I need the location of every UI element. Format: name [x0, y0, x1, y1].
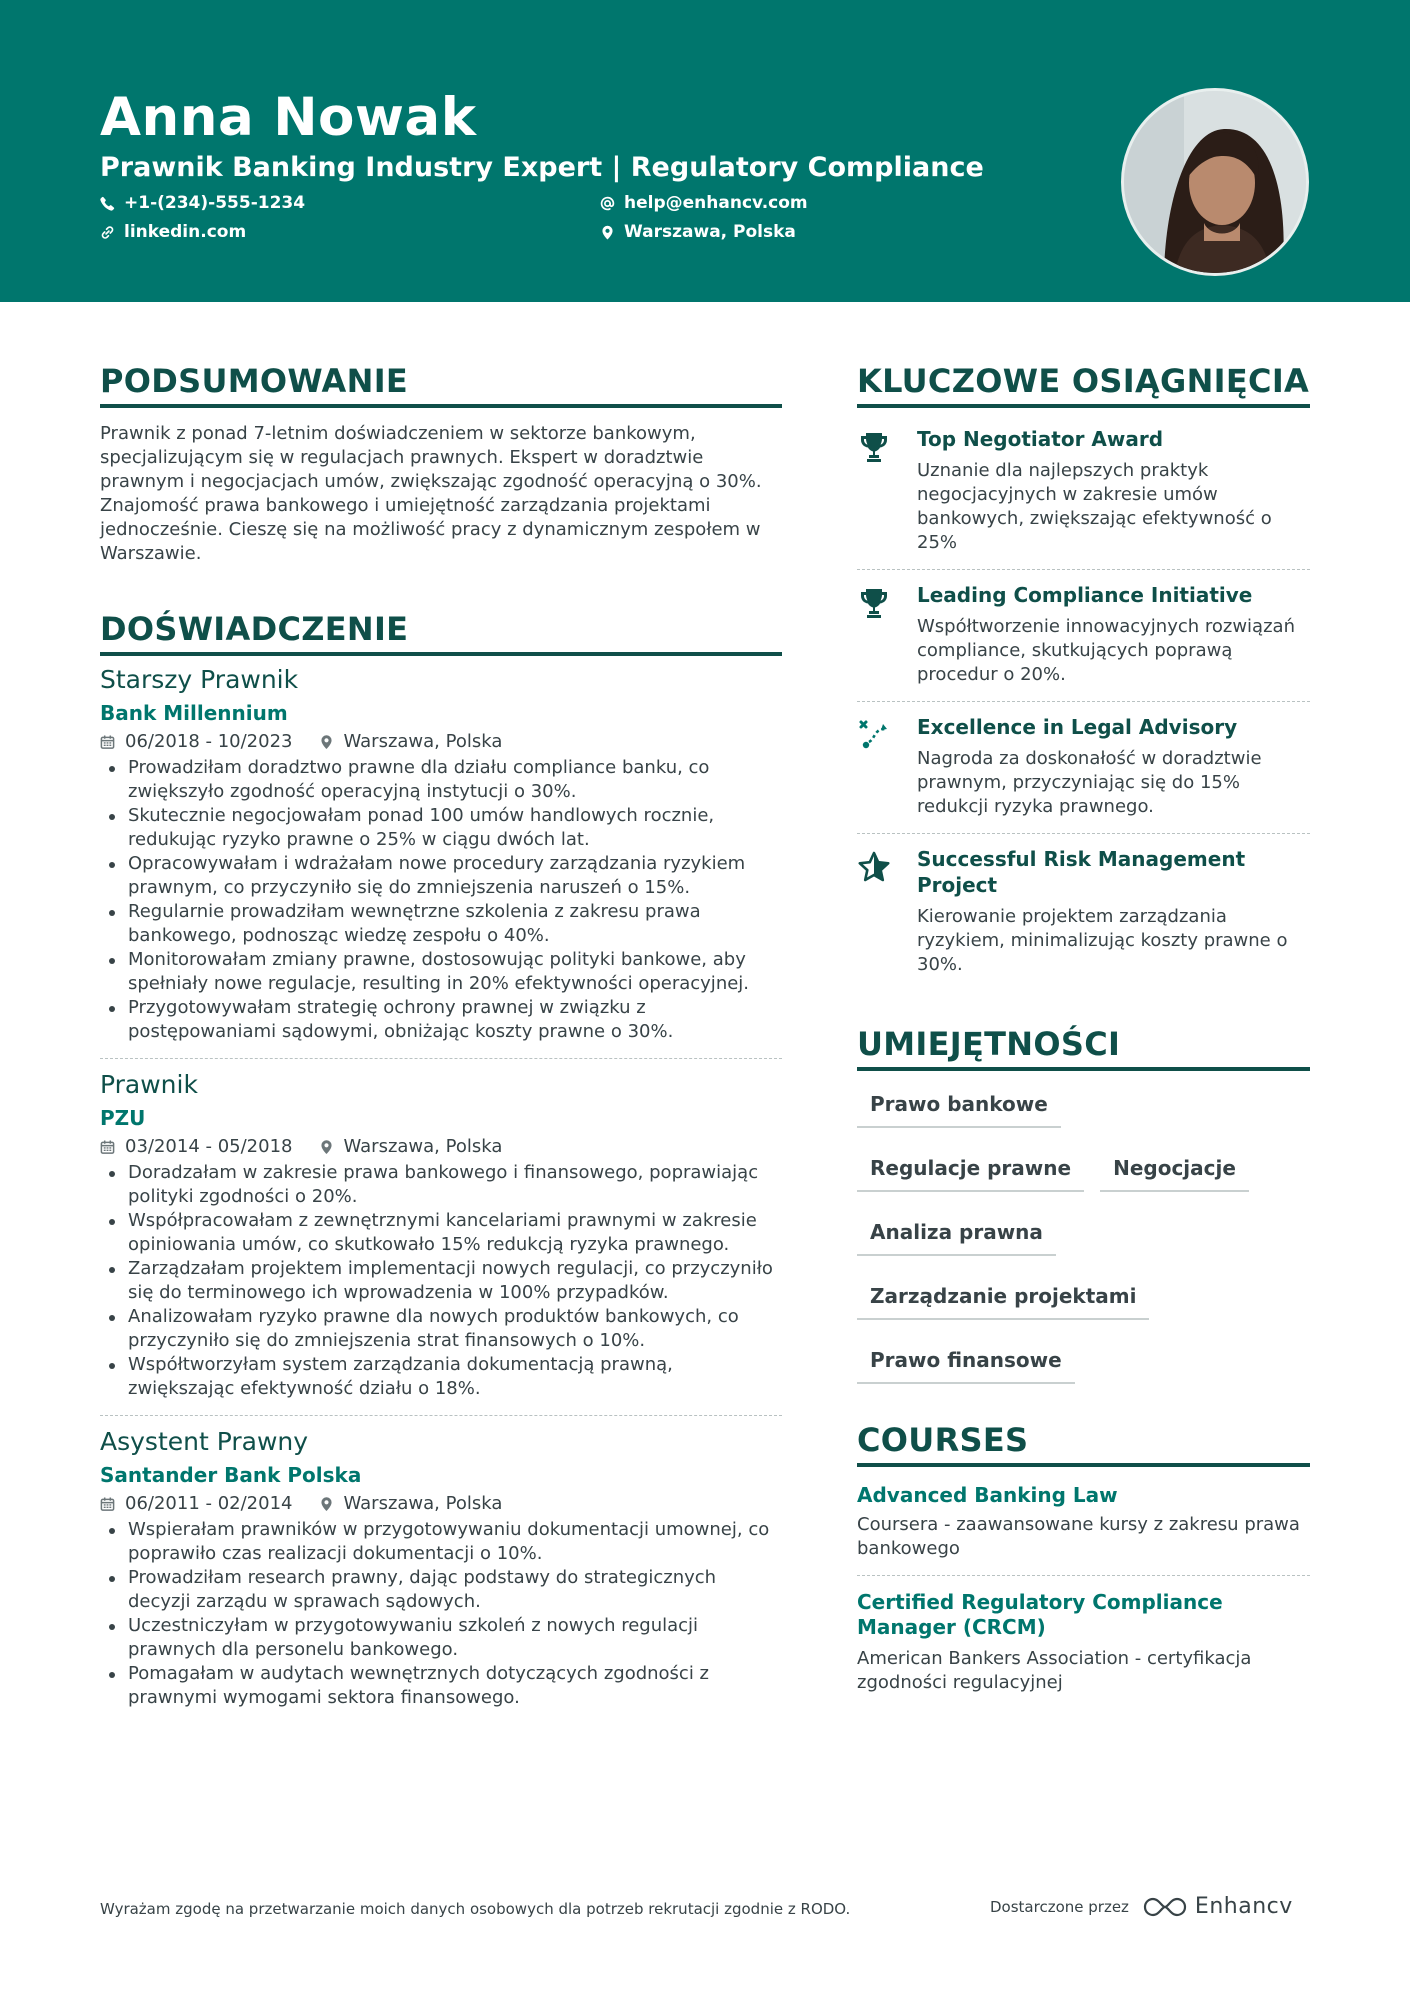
job-divider [100, 1415, 782, 1416]
summary-text: Prawnik z ponad 7-letnim doświadczeniem w sektorze bankowym, specjalizującym się w regulacjach prawnych. Ekspert w doradztwie prawnym i negocjacjach umów, zwiększając zgodność operacyjną o 30%. Znajomość prawa bankowego i umiejętność zarządzania projektami jednocześnie. Cieszę się na możliwość pracy z dynamicznym zespołem w Warszawie. [100, 423, 762, 564]
achievement-desc: Nagroda za doskonałość w doradztwie prawnym, przyczyniając się do 15% redukcji ryzyka prawnego. [917, 748, 1262, 817]
skill-tag: Zarządzanie projektami [857, 1273, 1149, 1320]
course-title: Certified Regulatory Compliance Manager (CRCM) [857, 1590, 1223, 1639]
job-entry [100, 1069, 782, 1401]
bullet-item: Wspierałam prawników w przygotowywaniu dokumentacji umownej, co poprawiło czas realizacji dokumentacji o 10%. [100, 1518, 782, 1566]
achievement-title: Top Negotiator Award [917, 427, 1164, 451]
job-location: Warszawa, Polska [343, 1493, 503, 1514]
bullet-item: Analizowałam ryzyko prawne dla nowych produktów bankowych, co przyczyniło się do zmniejszenia strat finansowych o 10%. [100, 1305, 782, 1353]
achievement-desc: Uznanie dla najlepszych praktyk negocjacyjnych w zakresie umów bankowych, zwiększając efektywność o 25% [917, 460, 1272, 553]
trophy-icon [857, 586, 891, 620]
course-divider [857, 1575, 1310, 1576]
job-company: PZU [100, 1106, 146, 1130]
calendar-icon [100, 734, 115, 750]
contact-phone-text: +1-(234)-555-1234 [124, 193, 306, 213]
location-pin-icon [600, 225, 615, 240]
bullet-item: Przygotowywałam strategię ochrony prawnej w związku z postępowaniami sądowymi, obniżając koszty prawne o 30%. [100, 996, 782, 1044]
achievement-body [917, 582, 1310, 687]
enhancv-logo [1141, 1894, 1293, 1919]
skill-tag: Prawo bankowe [857, 1081, 1061, 1128]
skills-list [857, 1081, 1310, 1401]
skills-heading: UMIEJĘTNOŚCI [857, 1023, 1310, 1071]
bullet-item: Opracowywałam i wdrażałam nowe procedury zarządzania ryzykiem prawnym, co przyczyniło się do zmniejszenia naruszeń o 15%. [100, 852, 782, 900]
resume-header [0, 0, 1410, 302]
profile-photo [1124, 91, 1309, 276]
candidate-name: Anna Nowak [100, 87, 477, 148]
job-dates: 03/2014 - 05/2018 [125, 1136, 293, 1157]
bullet-item: Współtworzyłam system zarządzania dokumentacją prawną, zwiększając efektywność działu o 18%. [100, 1353, 782, 1401]
job-bullets [100, 756, 782, 1044]
job-entry [100, 1426, 782, 1710]
skill-tag: Prawo finansowe [857, 1337, 1075, 1384]
job-location: Warszawa, Polska [343, 731, 503, 752]
enhancv-logo-icon [1141, 1895, 1189, 1919]
star-icon [857, 850, 891, 884]
achievement-icon-wrap [857, 582, 897, 687]
calendar-icon [100, 1496, 115, 1512]
skill-tag: Analiza prawna [857, 1209, 1056, 1256]
enhancv-brand-text: Enhancv [1194, 1894, 1293, 1919]
job-location-wrap [319, 730, 503, 754]
job-dates: 06/2011 - 02/2014 [125, 1493, 293, 1514]
phone-icon [100, 196, 115, 211]
job-company: Santander Bank Polska [100, 1463, 362, 1487]
bullet-item: Doradzałam w zakresie prawa bankowego i finansowego, poprawiając polityki zgodności o 20%. [100, 1161, 782, 1209]
course-desc: American Bankers Association - certyfikacja zgodności regulacyjnej [857, 1648, 1252, 1693]
contact-linkedin-text: linkedin.com [124, 222, 247, 242]
bullet-item: Współpracowałam z zewnętrznymi kancelariami prawnymi w zakresie opiniowania umów, co skutkowało 15% redukcją ryzyka prawnego. [100, 1209, 782, 1257]
job-title: Starszy Prawnik [100, 665, 299, 694]
skill-tag: Negocjacje [1100, 1145, 1249, 1192]
job-meta [100, 1492, 782, 1516]
achievement-title: Leading Compliance Initiative [917, 583, 1253, 607]
bullet-item: Pomagałam w audytach wewnętrznych dotyczących zgodności z prawnymi wymogami sektora finansowego. [100, 1662, 782, 1710]
achievement-title: Excellence in Legal Advisory [917, 715, 1238, 739]
achievement-body [917, 714, 1310, 819]
bullet-item: Zarządzałam projektem implementacji nowych regulacji, co przyczyniło się do terminowego ich wprowadzenia w 100% przypadków. [100, 1257, 782, 1305]
location-pin-icon [319, 1496, 334, 1512]
contact-location-text: Warszawa, Polska [624, 222, 796, 242]
at-icon [600, 196, 615, 211]
job-location-wrap [319, 1135, 503, 1159]
trophy-icon [857, 430, 891, 464]
achievement-item [857, 714, 1310, 819]
achievement-desc: Współtworzenie innowacyjnych rozwiązań compliance, skutkujących poprawą procedur o 20%. [917, 616, 1295, 685]
achievement-item [857, 426, 1310, 555]
course-item [857, 1590, 1310, 1695]
bullet-item: Regularnie prowadziłam wewnętrzne szkolenia z zakresu prawa bankowego, podnosząc wiedzę zespołu o 40%. [100, 900, 782, 948]
achievements-heading: KLUCZOWE OSIĄGNIĘCIA [857, 360, 1310, 408]
achievement-body [917, 846, 1310, 977]
job-title: Asystent Prawny [100, 1427, 309, 1456]
location-pin-icon [319, 1139, 334, 1155]
contact-email-text: help@enhancv.com [624, 193, 808, 213]
summary-heading: PODSUMOWANIE [100, 360, 782, 408]
powered-by-label: Dostarczone przez [990, 1897, 1129, 1916]
experience-heading: DOŚWIADCZENIE [100, 608, 782, 656]
job-entry [100, 664, 782, 1044]
contact-email[interactable] [600, 192, 808, 214]
achievement-desc: Kierowanie projektem zarządzania ryzykiem, minimalizując koszty prawne o 30%. [917, 906, 1288, 975]
bullet-item: Prowadziłam research prawny, dając podstawy do strategicznych decyzji zarządu w sprawach sądowych. [100, 1566, 782, 1614]
right-column [857, 360, 1310, 1695]
achievement-icon-wrap [857, 426, 897, 555]
powered-by[interactable] [990, 1894, 1293, 1919]
job-dates: 06/2018 - 10/2023 [125, 731, 293, 752]
job-bullets [100, 1161, 782, 1401]
bullet-item: Uczestniczyłam w przygotowywaniu szkoleń z nowych regulacji prawnych dla personelu bankowego. [100, 1614, 782, 1662]
achievement-icon-wrap [857, 846, 897, 977]
job-location: Warszawa, Polska [343, 1136, 503, 1157]
contact-linkedin[interactable] [100, 221, 246, 243]
course-title: Advanced Banking Law [857, 1483, 1118, 1507]
job-meta [100, 1135, 782, 1159]
achievement-divider [857, 833, 1310, 834]
avatar [1121, 88, 1309, 276]
achievement-body [917, 426, 1310, 555]
contact-location [600, 221, 796, 243]
achievement-title: Successful Risk Management Project [917, 847, 1246, 897]
job-meta [100, 730, 782, 754]
achievement-item [857, 846, 1310, 977]
achievement-item [857, 582, 1310, 687]
strategy-icon [857, 718, 891, 752]
bullet-item: Skutecznie negocjowałam ponad 100 umów handlowych rocznie, redukując ryzyko prawne o 25% w ciągu dwóch lat. [100, 804, 782, 852]
job-company: Bank Millennium [100, 701, 288, 725]
achievement-divider [857, 569, 1310, 570]
achievement-icon-wrap [857, 714, 897, 819]
left-column [100, 360, 782, 1710]
candidate-headline: Prawnik Banking Industry Expert | Regulatory Compliance [100, 152, 984, 183]
job-title: Prawnik [100, 1070, 198, 1099]
calendar-icon [100, 1139, 115, 1155]
location-pin-icon [319, 734, 334, 750]
bullet-item: Prowadziłam doradztwo prawne dla działu compliance banku, co zwiększyło zgodność operacyjną instytucji o 30%. [100, 756, 782, 804]
skill-tag: Regulacje prawne [857, 1145, 1084, 1192]
course-desc: Coursera - zaawansowane kursy z zakresu prawa bankowego [857, 1514, 1300, 1559]
consent-text: Wyrażam zgodę na przetwarzanie moich danych osobowych dla potrzeb rekrutacji zgodnie z RODO. [100, 1900, 851, 1918]
job-divider [100, 1058, 782, 1059]
link-icon [100, 225, 115, 240]
course-item [857, 1483, 1310, 1561]
job-location-wrap [319, 1492, 503, 1516]
achievement-divider [857, 701, 1310, 702]
job-bullets [100, 1518, 782, 1710]
bullet-item: Monitorowałam zmiany prawne, dostosowując polityki bankowe, aby spełniały nowe regulacje, resulting in 20% efektywności operacyjnej. [100, 948, 782, 996]
contact-phone[interactable] [100, 192, 305, 214]
courses-heading: COURSES [857, 1419, 1310, 1467]
